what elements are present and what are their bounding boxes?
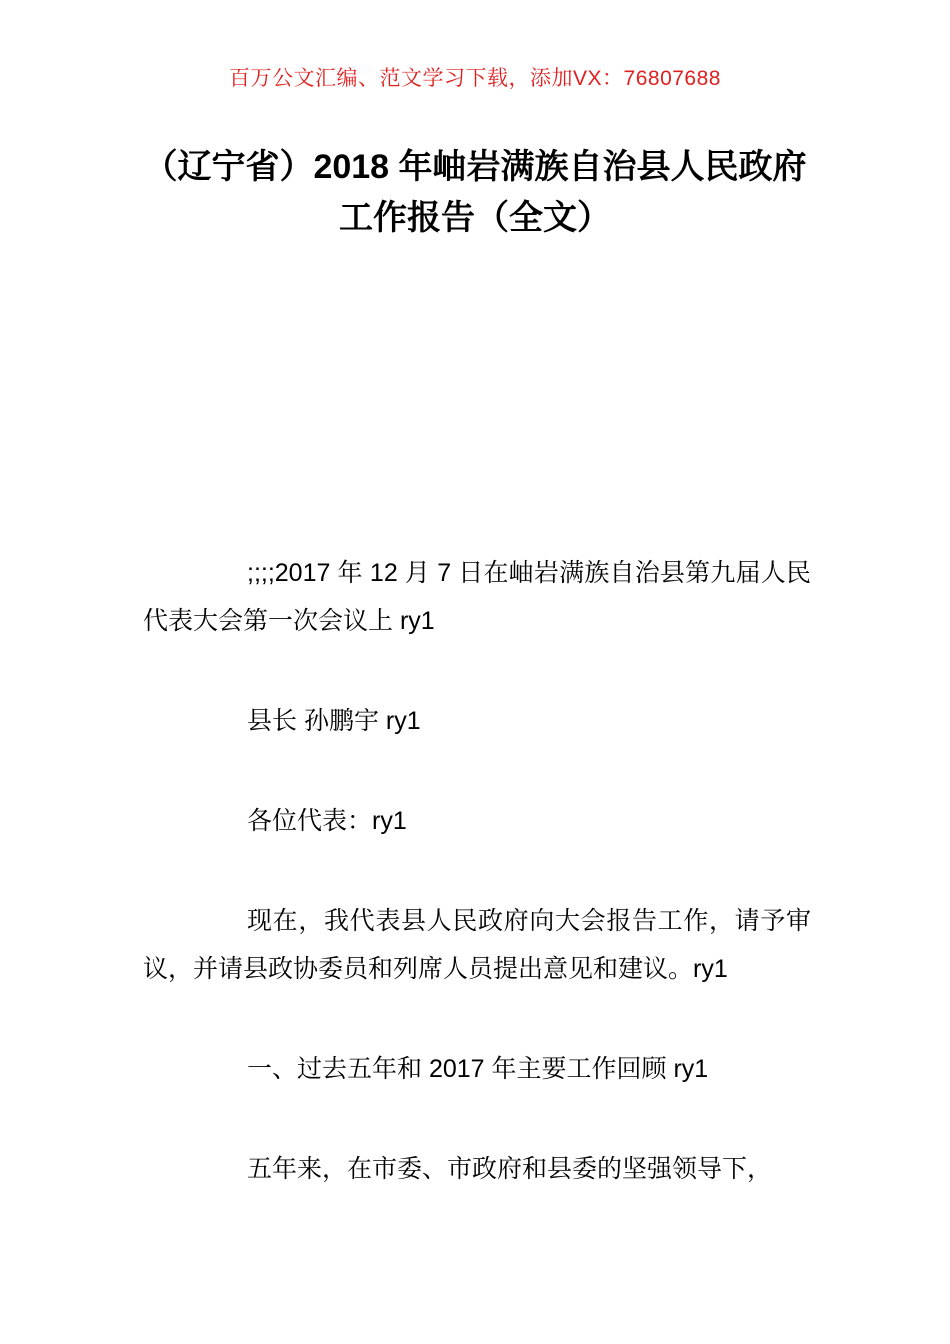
body-paragraph: ;;;;2017 年 12 月 7 日在岫岩满族自治县第九届人民代表大会第一次会议上 ry1 [143,559,811,635]
body-paragraph: 一、过去五年和 2017 年主要工作回顾 ry1 [247,1055,709,1083]
body-paragraph: 县长 孙鹏宇 ry1 [247,707,421,735]
body-paragraph: 现在，我代表县人民政府向大会报告工作，请予审议，并请县政协委员和列席人员提出意见和建议。ry1 [143,907,811,983]
document-title: （辽宁省）2018 年岫岩满族自治县人民政府工作报告（全文） [143,148,807,237]
document-body [143,549,811,1245]
body-paragraph: 各位代表：ry1 [247,807,407,835]
promo-banner-text: 百万公文汇编、范文学习下载，添加VX：76807688 [229,67,721,90]
body-paragraph: 五年来，在市委、市政府和县委的坚强领导下， [247,1155,773,1183]
